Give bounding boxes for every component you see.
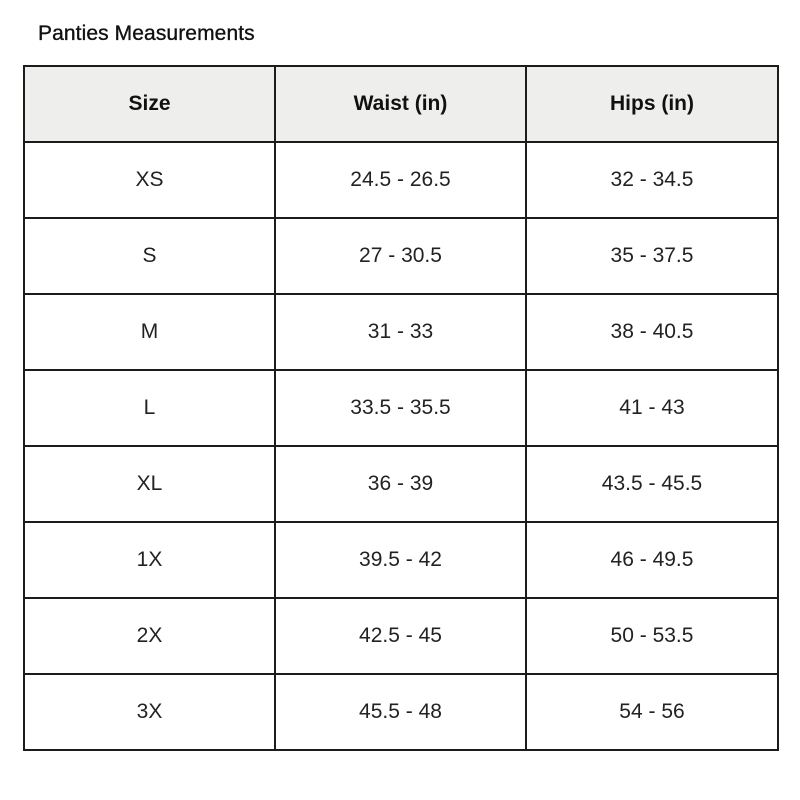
hips-cell: 35 - 37.5 <box>526 218 778 294</box>
table-body <box>24 142 778 750</box>
hips-cell: 50 - 53.5 <box>526 598 778 674</box>
hips-cell: 38 - 40.5 <box>526 294 778 370</box>
waist-cell: 33.5 - 35.5 <box>275 370 526 446</box>
size-cell: S <box>24 218 275 294</box>
header-hips: Hips (in) <box>526 66 778 142</box>
table-row <box>24 522 778 598</box>
hips-cell: 32 - 34.5 <box>526 142 778 218</box>
size-cell: M <box>24 294 275 370</box>
waist-cell: 45.5 - 48 <box>275 674 526 750</box>
table-row <box>24 142 778 218</box>
hips-cell: 41 - 43 <box>526 370 778 446</box>
size-cell: XL <box>24 446 275 522</box>
hips-cell: 54 - 56 <box>526 674 778 750</box>
table-row <box>24 598 778 674</box>
waist-cell: 36 - 39 <box>275 446 526 522</box>
waist-cell: 42.5 - 45 <box>275 598 526 674</box>
table-row <box>24 294 778 370</box>
table-row <box>24 370 778 446</box>
table-row <box>24 674 778 750</box>
hips-cell: 46 - 49.5 <box>526 522 778 598</box>
header-size: Size <box>24 66 275 142</box>
waist-cell: 39.5 - 42 <box>275 522 526 598</box>
table-row <box>24 218 778 294</box>
waist-cell: 27 - 30.5 <box>275 218 526 294</box>
table-row <box>24 446 778 522</box>
waist-cell: 24.5 - 26.5 <box>275 142 526 218</box>
header-row <box>24 66 778 142</box>
waist-cell: 31 - 33 <box>275 294 526 370</box>
measurements-table <box>23 65 779 751</box>
size-cell: 3X <box>24 674 275 750</box>
table-header <box>24 66 778 142</box>
page-title: Panties Measurements <box>38 22 255 45</box>
hips-cell: 43.5 - 45.5 <box>526 446 778 522</box>
size-cell: XS <box>24 142 275 218</box>
size-cell: L <box>24 370 275 446</box>
header-waist: Waist (in) <box>275 66 526 142</box>
size-cell: 2X <box>24 598 275 674</box>
size-cell: 1X <box>24 522 275 598</box>
